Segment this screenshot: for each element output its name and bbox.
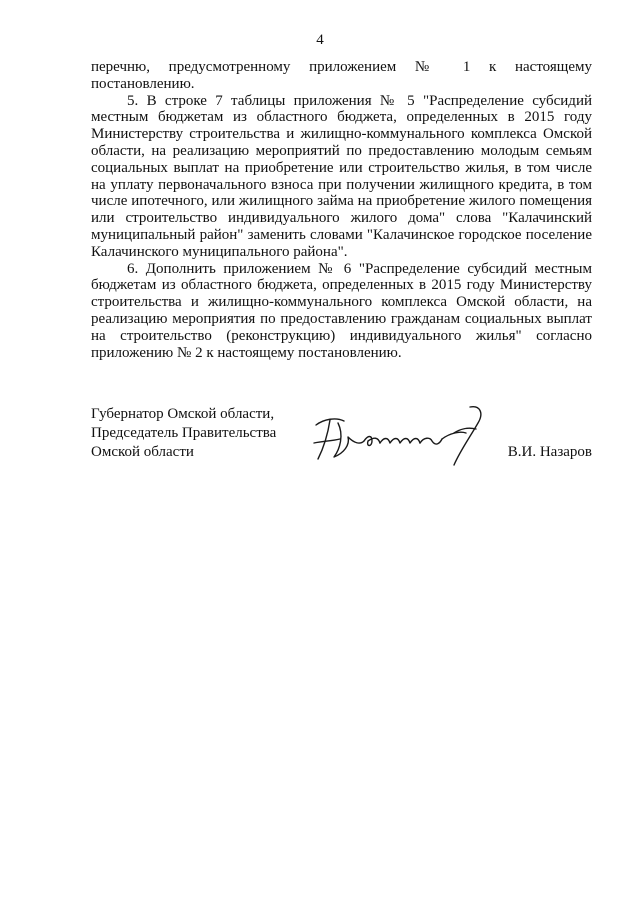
document-body [91,59,592,361]
signatory-title-line-1: Губернатор Омской области, [91,406,275,422]
paragraph-item-6: 6. Дополнить приложением № 6 "Распределение субсидий местным бюджетам из областного бюджета, определенных в 2015 году Министерству строительства и жилищно-коммунального комплекса Омской области, на реализацию мероприятия по предоставлению гражданам социальных выплат на строительство (реконструкцию) индивидуального жилья" согласно приложению № 2 к настоящему постановлению. [91,260,592,361]
signatory-title-line-3: Омской области [91,444,194,460]
signatory-title-line-2: Председатель Правительства [91,425,277,441]
signatory-titles [91,405,276,462]
page-number: 4 [316,32,324,48]
handwritten-signature [310,403,490,473]
paragraph-item-5: 5. В строке 7 таблицы приложения № 5 "Распределение субсидий местным бюджетам из областного бюджета, определенных в 2015 году Министерству строительства и жилищно-коммунального комплекса Омской области, на реализацию мероприятий по предоставлению молодым семьям социальных выплат на приобретение или строительство жилья, в том числе на уплату первоначального взноса при получении жилищного кредита, в том числе ипотечного, или жилищного займа на приобретение жилого помещения или строительство индивидуального жилого дома" слова "Калачинский муниципальный район" заменить словами "Калачинское городское поселение Калачинского муниципального района". [91,92,592,260]
signatory-name: В.И. Назаров [507,444,592,460]
paragraph-continuation: перечню, предусмотренному приложением № 1 к настоящему постановлению. [91,59,592,92]
